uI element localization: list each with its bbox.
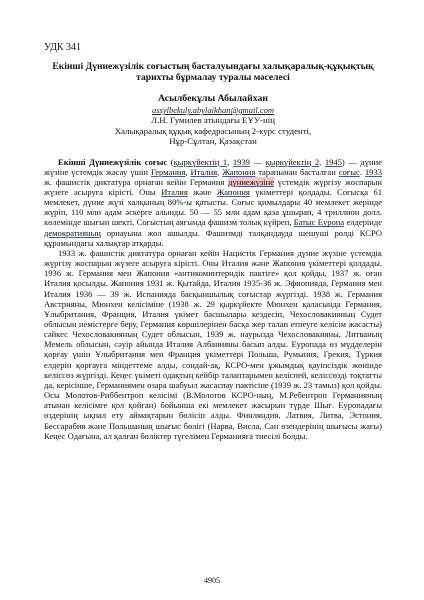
text-run: — — [249, 156, 266, 167]
text-run: ( — [167, 156, 174, 167]
text-run: елдерінде — [344, 217, 383, 228]
wiki-link[interactable]: Германия — [150, 166, 186, 177]
text-run: үкіметтері қолдады. Соғысқа 61 мемлекет, дүние жүзі халқының 80%-ы қатысты. Соғыс қимылдары 40 мемлекет жерінде жүріп, 110 млн адам әскерге алынды. 50 — 55 млн адам қаза ұшырап, 4 триллион долл. көлемінде шығын шекті. Соғыстың аяғында фашизм толық күйреп, — [44, 186, 383, 228]
author-name: Асылбекұлы Абылайхан — [157, 93, 269, 104]
wiki-link[interactable]: Жапония — [216, 186, 250, 197]
intro-text — [44, 157, 382, 248]
text-run: тарапынан басталған — [255, 166, 339, 177]
text-run: , — [217, 166, 223, 177]
wiki-link[interactable]: қыркүйектің 1 — [173, 156, 228, 167]
text-run: , — [227, 156, 233, 167]
paragraph-intro — [44, 157, 382, 248]
wiki-link[interactable]: Батыс Еуропа — [293, 217, 345, 228]
article-title: Екінші Дүниежүзілік соғыстың басталуындағы халықаралық-құқықтық тарихты бұрмалау туралы мәселесі — [52, 61, 374, 83]
text-run: , — [185, 166, 191, 177]
paragraph-main: 1933 ж. фашистік диктатура орнаған кейін Нацистік Германия дүние жүзіне үстемдік жүргізу жоспарын жүзеге асыруға кірісті. Оны Италия және Жапония үкіметтері қолдады. 1936 ж. Германия мен Жапония «антикоминтерндік пактіге» қол қойды, 1937 ж. оған Италия қосылды. Жапония 1931 ж. Қытайда, Италия 1935-36 ж. Эфиопияда, Германия мен Италия 1936 — 39 ж. Испанияда басқыншылық соғыстар жүргізді. 1938 ж. Германия Австрияны, Мюнхен келісіміне (1938 ж. 29 қыркүйекте Мюнхен қаласында Германия, Ұлыбритания, Франция, Италия үкімет басшылары кездесіп, Чехословакияның Судет облысын немістерге беру, Германия көршілерінен басқа жер талап етпеуге келісім жасасты) сәйкес Чехословакияның Судет облысын, 1939 ж. наурызда Чехословакияны, Литваның Мемель облысын, сәуір айында Италия Албанияны басып алды. Еуропада өз мүдделерін қорғау үшін Ұлыбритания мен Франция үкіметтері Польша, Румыния, Грекия, Түркия елдерін қорғауға міндеттеме алды, сондай-ақ, КСРО-мен ұжымдық қауіпсіздік жөнінде келіссөз жүргізді. Кеңес үкіметі одақтың кейбір талаптарымен келіспей, келіссөзді тоқтатты да, керісінше, Германиямен өзара шабуыл жасаспау пактісіне (1939 ж. 23 тамыз) қол қойды. Осы Молотов-Риббентроп келісімі (В.Молотов КСРО-ның, М.Ребентроп Германияның атынан келісімге қол қойған) бойынша екі мемлекет жасырын түрде Шығ. Еуропадағы өздерінің ықпал ету аймақтарын бөлісіп алды. Финляндия, Латвия, Литва, Эстония, Бессарабия және Польшаның шығыс бөлігі (Нарва, Висла, Сан өзендерінің шығысы жағы) Кеңес Одағына, ал қалған бөліктер түгелімен Германияға тиесілі болды. — [44, 247, 382, 441]
text-run: . — [359, 166, 365, 177]
wiki-link[interactable]: 1945 — [324, 156, 342, 167]
wiki-link[interactable]: Жапония — [222, 166, 256, 177]
text-run: орнауына жол ашылды. Фашизмді талқандауда шешуші рөлді КСРО құрамындағы халықтар атқарды. — [44, 227, 382, 248]
text-run: ) — дүние жүзіне үстемдік жасау үшін — [44, 156, 382, 177]
wiki-link[interactable]: демократияның — [44, 227, 101, 238]
wiki-link[interactable]: Италия — [190, 166, 218, 177]
lead-term: Екінші Дүниежүзілік соғыс — [58, 156, 168, 167]
wiki-link[interactable]: 1933 — [364, 166, 382, 177]
page-number: 4905 — [204, 576, 220, 585]
affiliation-line: Л.Н. Гумилев атындағы ЕҰУ-нің — [151, 115, 275, 125]
wiki-link[interactable]: дүниежүзіне — [228, 176, 275, 187]
wiki-link[interactable]: Италия — [161, 186, 188, 197]
text-run: үстемдік жүргізу жоспарын жүзеге асыруға кірісті. Оны — [44, 176, 382, 197]
wiki-link[interactable]: соғыс — [338, 166, 360, 177]
wiki-link[interactable]: 1939 — [232, 156, 250, 167]
text-run: , — [319, 156, 325, 167]
wiki-link[interactable]: қыркүйектің 2 — [265, 156, 320, 167]
affiliation-line: Халықаралық құқық кафедрасының 2-курс студенті, — [114, 125, 312, 136]
text-run: және — [187, 186, 217, 197]
affiliation-line: Нұр-Сұлтан, Қазақстан — [169, 136, 257, 146]
article-body — [44, 157, 382, 441]
udc-code: УДК 341 — [44, 42, 82, 53]
author-email-link[interactable]: assylbekuly.abylaikhan@gmail.com — [151, 105, 275, 115]
text-run: ж. фашистік диктатура орнаған кейін Германия — [44, 176, 229, 187]
author-affiliation — [44, 115, 382, 147]
